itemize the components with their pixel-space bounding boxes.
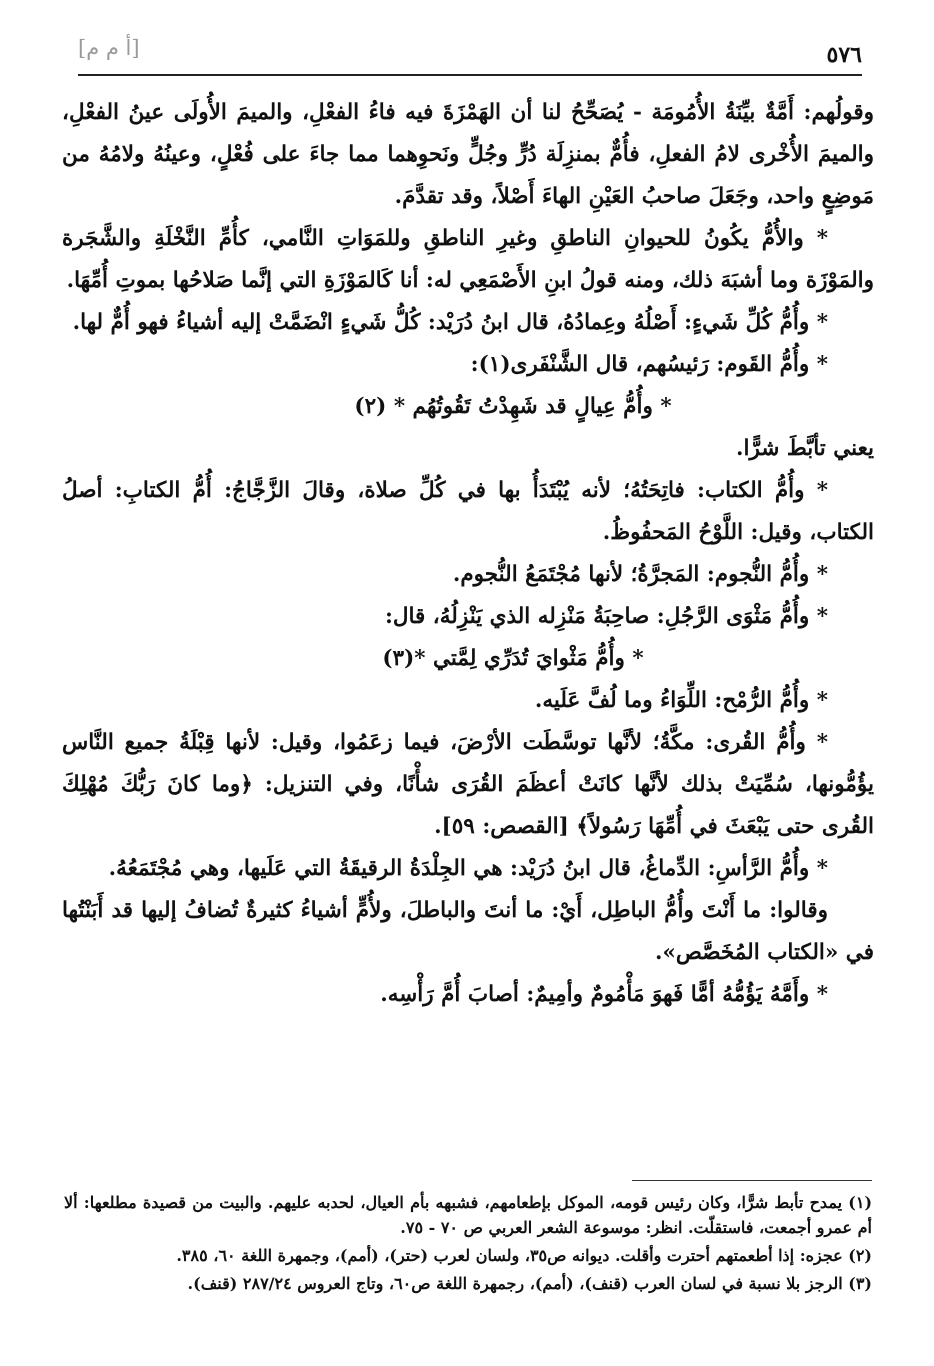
main-text (62, 92, 874, 1016)
running-head: [أ م م] (78, 36, 140, 60)
page-header (78, 28, 862, 76)
paragraph: * وأَمَّهُ يَؤُمُّهُ أمًّا فَهوَ مَأْمُومٌ وأمِيمٌ: أصابَ أُمَّ رَأْسِه. (380, 982, 828, 1007)
paragraph: * وأُمُّ كُلِّ شَيءٍ: أَصْلُهُ وعِمادُهُ، قال ابنُ دُرَيْد: كُلُّ شَيءٍ انْضَمَّتْ إليه أشياءُ فهو أُمٌّ لها. (72, 310, 828, 335)
paragraph: * وأُمُّ القُرى: مكَّةُ؛ لأنَّها توسَّطَت الأرْضَ، فيما زعَمُوا، وقيل: لأنها قِبْلَةُ جميع النَّاس يؤُمُّونها، سُمِّيَتْ بذلك لأنَّها كانَتْ أعظَمَ القُرَى شأْنًا، وفي التنزيل: ﴿وما كانَ رَبُّكَ مُهْلِكَ القُرى حتى يَبْعَثَ في أُمِّهَا رَسُولاً﴾ [القصص: ٥٩]. (62, 730, 874, 839)
paragraph: * والأُمُّ يكُونُ للحيوانِ الناطقِ وغيرِ الناطقِ وللمَوَاتِ النَّامي، كأُمِّ النَّخْلَةِ والشَّجَرة والمَوْزَة وما أشبَهَ ذلك، ومنه قولُ ابنِ الأَصْمَعِي له: أنا كَالمَوْزَةِ التي إنَّما صَلاحُها بموتِ أُمِّهَا. (62, 226, 874, 293)
paragraph: * وأُمُّ الكتاب: فاتِحَتُهُ؛ لأنه يُبْتَدَأُ بها في كُلِّ صلاة، وقالَ الزَّجَّاجُ: أُمُّ الكتابِ: أصلُ الكتاب، وقيل: اللَّوْحُ المَحفُوظُ. (62, 478, 874, 545)
paragraph: وقالوا: ما أَنْتَ وأُمُّ الباطِل، أَيْ: ما أنتَ والباطلَ، ولأُمٍّ أشياءُ كثيرةٌ تُضافُ إليها قد أَبَنْتُها في «الكتاب المُخَصَّص». (62, 898, 874, 965)
paragraph: * وأُمُّ القَوم: رَئيسُهم، قال الشَّنْفَرى(١): (470, 352, 828, 377)
paragraph: * وأُمُّ مَثْوَى الرَّجُلِ: صاحِبَةُ مَنْزِله الذي يَنْزِلُهُ، قال: (384, 604, 828, 629)
paragraph: * وأُمُّ الرَّأسِ: الدِّماغُ، قال ابنُ دُرَيْد: هي الجِلْدَةُ الرقيقَةُ التي عَلَيها، وهي مُجْتَمَعُهُ. (108, 856, 828, 881)
footnote: (٢) عجزه: إذا أطعمتهم أحترت وأقلت. ديوانه ص٣٥، ولسان لعرب (حتر)، (أمم)، وجمهرة اللغة ٦٠، ٣٨٥. (176, 1246, 872, 1265)
paragraph: * وأُمُّ النُّجوم: المَجرَّةُ؛ لأنها مُجْتَمَعُ النُّجوم. (452, 562, 828, 587)
footnotes (64, 1190, 872, 1299)
footnote: (١) يمدح تأبط شرًّا، وكان رئيس قومه، الموكل بإطعامهم، فشبهه بأم العيال، لحدبه عليهم. والبيت من قصيدة مطلعها: ألا أم عمرو أجمعت، فاستقلّت. انظر: موسوعة الشعر العربي ص ٧٠ - ٧٥. (64, 1193, 873, 1237)
verse-line: * وأُمُّ عِيالٍ قد شَهِدْتُ تَقُوتُهُم * (٢) (354, 394, 672, 419)
paragraph: وقولُهم: أَمَّةٌ بيِّنَةُ الأُمُومَة - يُصَحِّحُ لنا أن الهَمْزَةَ فيه فاءُ الفعْلِ، والميمَ الأُولَى عينُ الفعْلِ، والميمَ الأُخْرى لامُ الفعلِ، فأُمٌّ بمنزِلَة دُرٍّ وجُلٍّ ونَحوِهما مما جاءَ على فُعْلٍ، وعينُهُ ولامُهُ من مَوضِعٍ واحد، وجَعَلَ صاحبُ العَيْنِ الهاءَ أَصْلاً، وقد تقدَّمَ. (62, 100, 874, 209)
verse-line: * وأُمُّ مَثْوايَ تُدَرِّي لِمَّتي *(٣) (382, 646, 644, 671)
header-rule (78, 74, 862, 76)
page-number: ٥٧٦ (826, 42, 862, 68)
footnote: (٣) الرجز بلا نسبة في لسان العرب (قنف)، (أمم)، رجمهرة اللغة ص٦٠، وتاج العروس ٢٨٧/٢٤ (قنف). (187, 1274, 872, 1293)
paragraph: * وأُمُّ الرُّمْح: اللِّوَاءُ وما لُفَّ عَلَيه. (534, 688, 828, 713)
footnote-rule (632, 1180, 872, 1181)
paragraph: يعني تأبَّطَ شرًّا. (736, 436, 874, 461)
